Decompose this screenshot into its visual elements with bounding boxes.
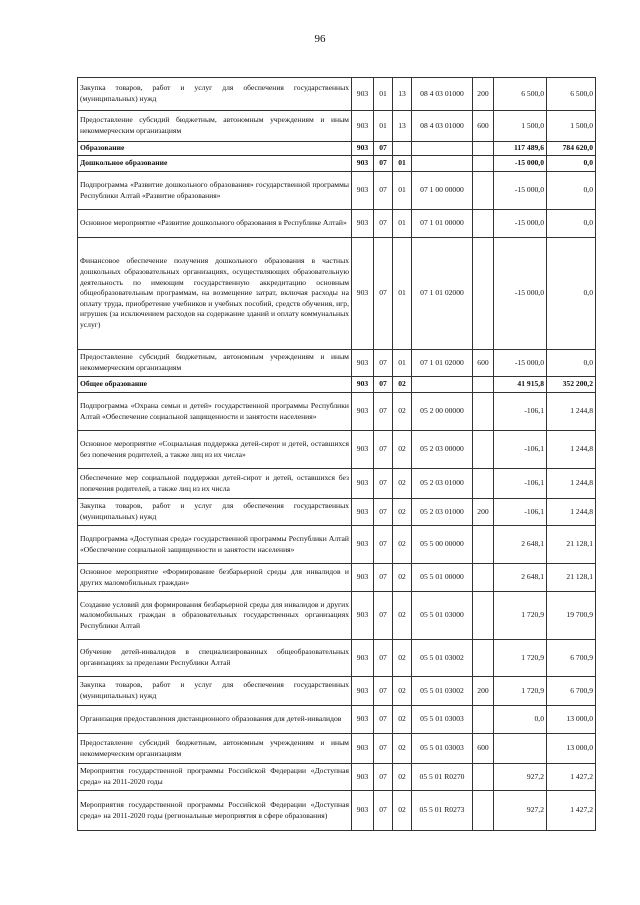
ministry-code: 903 [352,142,374,156]
ministry-code: 903 [352,592,374,640]
amount-year-2: 1 244,8 [547,469,596,499]
ministry-code: 903 [352,640,374,677]
amount-year-2: 21 128,1 [547,564,596,592]
subsection-code: 02 [393,499,412,526]
ministry-code: 903 [352,499,374,526]
subsection-code: 02 [393,393,412,431]
ministry-code: 903 [352,791,374,831]
expense-type-code: 600 [473,350,494,377]
expense-name: Предоставление субсидий бюджетным, автономным учреждениям и иным некоммерческим организациям [78,350,352,377]
section-code: 07 [374,640,393,677]
amount-year-1: 0,0 [494,706,547,734]
target-article-code: 05 5 01 03002 [412,677,473,706]
section-code: 07 [374,526,393,564]
target-article-code [412,377,473,393]
amount-year-1: 1 720,9 [494,677,547,706]
target-article-code: 05 5 01 03000 [412,592,473,640]
expense-type-code [473,526,494,564]
target-article-code: 07 1 00 00000 [412,172,473,210]
expense-name: Предоставление субсидий бюджетным, автономным учреждениям и иным некоммерческим организациям [78,734,352,764]
table-row [78,592,596,640]
ministry-code: 903 [352,393,374,431]
expense-name: Организация предоставления дистанционного образования для детей-инвалидов [78,706,352,734]
table-row [78,499,596,526]
amount-year-1 [494,734,547,764]
amount-year-1: -15 000,0 [494,156,547,172]
amount-year-2: 0,0 [547,350,596,377]
ministry-code: 903 [352,677,374,706]
section-code: 07 [374,210,393,238]
expense-name: Подпрограмма «Развитие дошкольного образования» государственной программы Республики Алтай «Развитие образования» [78,172,352,210]
amount-year-2: 1 244,8 [547,499,596,526]
expense-name: Мероприятия государственной программы Российской Федерации «Доступная среда» на 2011-2020 годы (региональные мероприятия в сфере образования) [78,791,352,831]
expense-name: Мероприятия государственной программы Российской Федерации «Доступная среда» на 2011-2020 годы [78,764,352,791]
amount-year-2: 6 500,0 [547,78,596,111]
expense-type-code [473,172,494,210]
section-code: 07 [374,172,393,210]
subsection-code: 02 [393,640,412,677]
amount-year-1: -106,1 [494,431,547,469]
expense-type-code [473,393,494,431]
amount-year-1: 927,2 [494,764,547,791]
target-article-code: 08 4 03 01000 [412,111,473,142]
table-row [78,640,596,677]
amount-year-2: 0,0 [547,172,596,210]
ministry-code: 903 [352,350,374,377]
amount-year-1: -106,1 [494,469,547,499]
subsection-code: 02 [393,734,412,764]
table-row [78,142,596,156]
expense-type-code [473,564,494,592]
amount-year-2: 1 244,8 [547,431,596,469]
target-article-code: 07 1 01 02000 [412,350,473,377]
amount-year-2: 0,0 [547,238,596,350]
target-article-code: 05 5 01 03002 [412,640,473,677]
expense-name: Общее образование [78,377,352,393]
table-row [78,78,596,111]
section-code: 07 [374,706,393,734]
table-row [78,111,596,142]
amount-year-1: 927,2 [494,791,547,831]
amount-year-2: 6 700,9 [547,640,596,677]
expense-type-code [473,142,494,156]
expense-name: Дошкольное образование [78,156,352,172]
table-row [78,393,596,431]
expense-type-code [473,238,494,350]
subsection-code: 13 [393,111,412,142]
subsection-code: 02 [393,706,412,734]
section-code: 07 [374,238,393,350]
amount-year-1: 1 720,9 [494,592,547,640]
target-article-code: 05 2 03 01000 [412,499,473,526]
expense-name: Закупка товаров, работ и услуг для обеспечения государственных (муниципальных) нужд [78,499,352,526]
expense-type-code: 600 [473,734,494,764]
ministry-code: 903 [352,734,374,764]
amount-year-1: 117 489,6 [494,142,547,156]
section-code: 07 [374,677,393,706]
subsection-code: 01 [393,210,412,238]
expense-type-code [473,469,494,499]
expense-name: Закупка товаров, работ и услуг для обеспечения государственных (муниципальных) нужд [78,78,352,111]
section-code: 07 [374,350,393,377]
table-row [78,791,596,831]
table-row [78,526,596,564]
subsection-code: 02 [393,526,412,564]
section-code: 07 [374,142,393,156]
target-article-code: 05 2 03 01000 [412,469,473,499]
expense-type-code: 200 [473,78,494,111]
target-article-code: 05 5 01 R0270 [412,764,473,791]
page-number: 96 [314,33,326,45]
amount-year-2: 13 000,0 [547,706,596,734]
table-row [78,210,596,238]
ministry-code: 903 [352,706,374,734]
expense-type-code [473,791,494,831]
table-row [78,706,596,734]
expense-name: Образование [78,142,352,156]
amount-year-1: 41 915,8 [494,377,547,393]
target-article-code [412,156,473,172]
expense-name: Основное мероприятие «Социальная поддержка детей-сирот и детей, оставшихся без попечения родителей, а также лиц из их числа» [78,431,352,469]
subsection-code: 02 [393,431,412,469]
table-row [78,431,596,469]
subsection-code: 01 [393,238,412,350]
amount-year-1: -15 000,0 [494,172,547,210]
subsection-code: 02 [393,592,412,640]
subsection-code: 02 [393,564,412,592]
amount-year-1: -106,1 [494,499,547,526]
target-article-code: 05 5 00 00000 [412,526,473,564]
ministry-code: 903 [352,431,374,469]
target-article-code: 07 1 01 02000 [412,238,473,350]
expense-name: Обеспечение мер социальной поддержки детей-сирот и детей, оставшихся без попечения родителей, а также лиц из их числа [78,469,352,499]
expense-type-code [473,377,494,393]
expense-type-code: 200 [473,499,494,526]
table-row [78,469,596,499]
subsection-code: 01 [393,156,412,172]
section-code: 01 [374,111,393,142]
expense-type-code: 200 [473,677,494,706]
ministry-code: 903 [352,377,374,393]
subsection-code: 01 [393,172,412,210]
amount-year-2: 21 128,1 [547,526,596,564]
target-article-code: 05 5 01 03003 [412,706,473,734]
amount-year-2: 352 200,2 [547,377,596,393]
table-row [78,377,596,393]
amount-year-1: 6 500,0 [494,78,547,111]
table-row [78,764,596,791]
table-row [78,350,596,377]
expense-name: Обучение детей-инвалидов в специализированных общеобразовательных организациях за пределами Республики Алтай [78,640,352,677]
expense-type-code: 600 [473,111,494,142]
subsection-code: 13 [393,78,412,111]
section-code: 01 [374,78,393,111]
ministry-code: 903 [352,156,374,172]
table-row [78,172,596,210]
expense-type-code [473,640,494,677]
ministry-code: 903 [352,469,374,499]
amount-year-1: 1 500,0 [494,111,547,142]
expense-name: Закупка товаров, работ и услуг для обеспечения государственных (муниципальных) нужд [78,677,352,706]
expense-name: Предоставление субсидий бюджетным, автономным учреждениям и иным некоммерческим организациям [78,111,352,142]
target-article-code: 08 4 03 01000 [412,78,473,111]
ministry-code: 903 [352,764,374,791]
target-article-code [412,142,473,156]
section-code: 07 [374,764,393,791]
subsection-code: 02 [393,469,412,499]
section-code: 07 [374,393,393,431]
ministry-code: 903 [352,111,374,142]
subsection-code: 02 [393,377,412,393]
section-code: 07 [374,469,393,499]
table-row [78,677,596,706]
section-code: 07 [374,564,393,592]
table-row [78,156,596,172]
expense-name: Подпрограмма «Доступная среда» государственной программы Республики Алтай «Обеспечение социальной защищенности и занятости населения» [78,526,352,564]
subsection-code: 02 [393,677,412,706]
amount-year-2: 13 000,0 [547,734,596,764]
target-article-code: 05 2 00 00000 [412,393,473,431]
amount-year-2: 0,0 [547,156,596,172]
amount-year-2: 0,0 [547,210,596,238]
amount-year-2: 1 244,8 [547,393,596,431]
table-row [78,564,596,592]
expense-type-code [473,764,494,791]
amount-year-1: -106,1 [494,393,547,431]
ministry-code: 903 [352,526,374,564]
section-code: 07 [374,791,393,831]
section-code: 07 [374,156,393,172]
amount-year-2: 1 427,2 [547,764,596,791]
amount-year-2: 1 500,0 [547,111,596,142]
section-code: 07 [374,499,393,526]
target-article-code: 05 2 03 00000 [412,431,473,469]
subsection-code: 02 [393,791,412,831]
expense-type-code [473,210,494,238]
section-code: 07 [374,734,393,764]
ministry-code: 903 [352,564,374,592]
subsection-code [393,142,412,156]
expense-type-code [473,706,494,734]
ministry-code: 903 [352,238,374,350]
amount-year-1: -15 000,0 [494,210,547,238]
ministry-code: 903 [352,78,374,111]
amount-year-1: 2 648,1 [494,564,547,592]
expense-name: Подпрограмма «Охрана семьи и детей» государственной программы Республики Алтай «Обеспечение социальной защищенности и занятости населения» [78,393,352,431]
target-article-code: 07 1 01 00000 [412,210,473,238]
ministry-code: 903 [352,210,374,238]
target-article-code: 05 5 01 R0273 [412,791,473,831]
section-code: 07 [374,377,393,393]
amount-year-2: 784 620,0 [547,142,596,156]
amount-year-1: 2 648,1 [494,526,547,564]
expense-name: Финансовое обеспечение получения дошкольного образования в частных дошкольных образовательных организациях, осуществляющих образовательную деятельность по имеющим государственную аккредитацию основным общеобразовательным программам, на возмещение затрат, включая расходы на оплату труда, приобретение учебников и учебных пособий, средств обучения, игр, игрушек (за исключением расходов на содержание зданий и оплату коммунальных услуг) [78,238,352,350]
amount-year-2: 19 700,9 [547,592,596,640]
expense-name: Создание условий для формирования безбарьерной среды для инвалидов и других маломобильных граждан в образовательных государственных организациях Республики Алтай [78,592,352,640]
amount-year-2: 1 427,2 [547,791,596,831]
target-article-code: 05 5 01 03003 [412,734,473,764]
expense-name: Основное мероприятие «Формирование безбарьерной среды для инвалидов и других маломобильных граждан» [78,564,352,592]
ministry-code: 903 [352,172,374,210]
expense-type-code [473,592,494,640]
expense-type-code [473,156,494,172]
subsection-code: 01 [393,350,412,377]
expense-name: Основное мероприятие «Развитие дошкольного образования в Республике Алтай» [78,210,352,238]
section-code: 07 [374,592,393,640]
amount-year-1: -15 000,0 [494,350,547,377]
table-row [78,734,596,764]
section-code: 07 [374,431,393,469]
subsection-code: 02 [393,764,412,791]
expense-type-code [473,431,494,469]
amount-year-2: 6 700,9 [547,677,596,706]
amount-year-1: 1 720,9 [494,640,547,677]
budget-table [77,77,596,831]
amount-year-1: -15 000,0 [494,238,547,350]
table-row [78,238,596,350]
target-article-code: 05 5 01 00000 [412,564,473,592]
